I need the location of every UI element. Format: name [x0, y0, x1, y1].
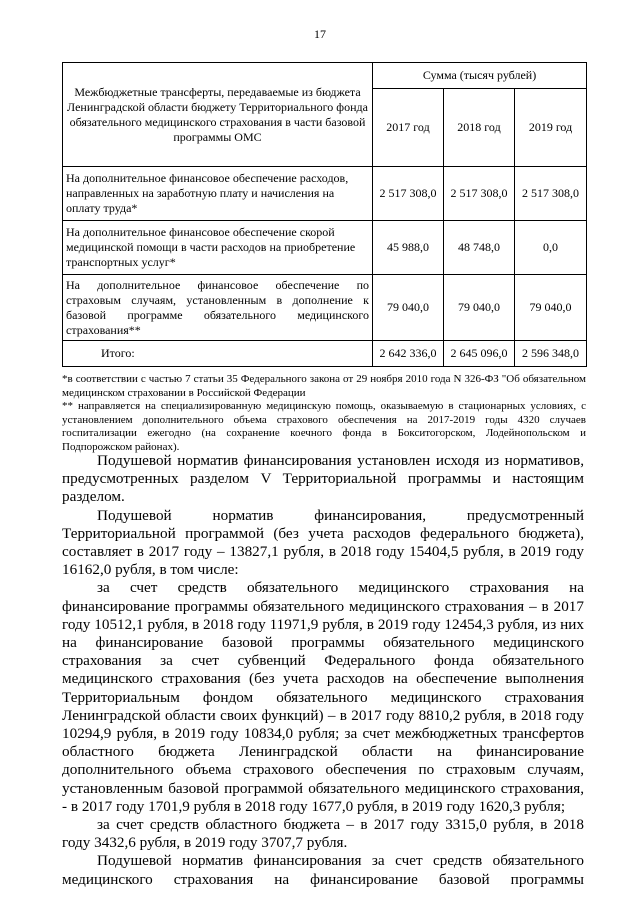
- paragraph: Подушевой норматив финансирования за счет средств обязательного медицинского страхования на финансирование базовой программы: [62, 852, 584, 888]
- table-row: [63, 221, 587, 275]
- row-value: 45 988,0: [373, 221, 444, 275]
- table-row: [63, 167, 587, 221]
- row-value: 48 748,0: [444, 221, 515, 275]
- row-label: На дополнительное финансовое обеспечение расходов, направленных на заработную плату и начисления на оплату труда*: [63, 167, 373, 221]
- body-text: [62, 452, 584, 889]
- footnote: ** направляется на специализированную медицинскую помощь, оказываемую в стационарных условиях, с установлением дополнительного объема страхового обеспечения на 2017-2019 годы 4320 случаев госпитализации ежегодно (на сохранение коечного фонда в Бокситогорском, Лодейнопольском и Подпорожском районах).: [62, 400, 586, 453]
- footnote: *в соответствии с частью 7 статьи 35 Федерального закона от 29 ноября 2010 года N 326-ФЗ "Об обязательном медицинском страховании в Российской Федерации: [62, 373, 586, 399]
- row-value: 79 040,0: [444, 275, 515, 341]
- paragraph: за счет средств обязательного медицинского страхования на финансирование программы обязательного медицинского страхования – в 2017 году 10512,1 рубля, в 2018 году 11971,9 рубля, в 2019 году 12454,3 рубля, из них на финансирование базовой программы обязательного медицинского страхования за счет субвенций Федерального фонда обязательного медицинского страхования (без учета расходов на обеспечение выполнения Территориальным фондом обязательного медицинского страхования Ленинградской области своих функций) – в 2017 году 8810,2 рубля, в 2018 году 10294,9 рубля, в 2019 году 10834,0 рубля; за счет межбюджетных трансфертов областного бюджета Ленинградской области на финансирование дополнительного объема страхового обеспечения по страховым случаям, установленным базовой программой обязательного медицинского страхования, - в 2017 году 1701,9 рубля в 2018 году 1677,0 рубля, в 2019 году 1620,3 рубля;: [62, 579, 584, 815]
- header-title: Межбюджетные трансферты, передаваемые из бюджета Ленинградской области бюджету Территориального фонда обязательного медицинского страхования в части базовой программы ОМС: [63, 63, 373, 167]
- footnotes: [62, 373, 586, 455]
- row-value: 2 517 308,0: [444, 167, 515, 221]
- total-value: 2 645 096,0: [444, 341, 515, 367]
- paragraph: за счет средств областного бюджета – в 2017 году 3315,0 рубля, в 2018 году 3432,6 рубля, в 2019 году 3707,7 рубля.: [62, 816, 584, 852]
- page-number: 17: [314, 27, 326, 41]
- table-row: [63, 275, 587, 341]
- header-year: 2018 год: [444, 89, 515, 167]
- row-label: На дополнительное финансовое обеспечение по страховым случаям, установленным в дополнение к базовой программе обязательного медицинского страхования**: [63, 275, 373, 341]
- total-row: [63, 341, 587, 367]
- row-value: 79 040,0: [373, 275, 444, 341]
- header-year: 2019 год: [515, 89, 587, 167]
- transfers-table: [62, 62, 587, 367]
- paragraph: Подушевой норматив финансирования установлен исходя из нормативов, предусмотренных разделом V Территориальной программы и настоящим разделом.: [62, 452, 584, 506]
- paragraph: Подушевой норматив финансирования, предусмотренный Территориальной программой (без учета расходов федерального бюджета), составляет в 2017 году – 13827,1 рубля, в 2018 году 15404,5 рубля, в 2019 году 16162,0 рубля, в том числе:: [62, 506, 584, 579]
- total-value: 2 642 336,0: [373, 341, 444, 367]
- header-year: 2017 год: [373, 89, 444, 167]
- total-value: 2 596 348,0: [515, 341, 587, 367]
- row-label: На дополнительное финансовое обеспечение скорой медицинской помощи в части расходов на приобретение транспортных услуг*: [63, 221, 373, 275]
- row-value: 0,0: [515, 221, 587, 275]
- header-sum: Сумма (тысяч рублей): [373, 63, 587, 89]
- row-value: 2 517 308,0: [515, 167, 587, 221]
- row-value: 2 517 308,0: [373, 167, 444, 221]
- row-value: 79 040,0: [515, 275, 587, 341]
- total-label: Итого:: [63, 341, 373, 367]
